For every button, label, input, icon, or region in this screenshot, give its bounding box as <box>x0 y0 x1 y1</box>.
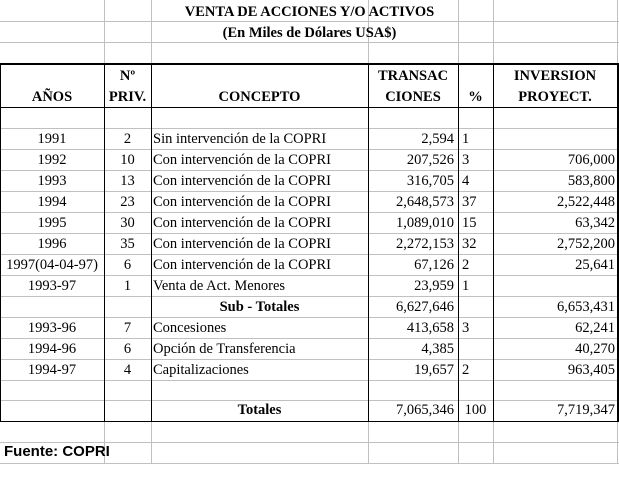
cell-concepto: Con intervención de la COPRI <box>153 215 332 231</box>
header-concepto: CONCEPTO <box>218 89 301 105</box>
grid-line <box>0 128 619 129</box>
table-subtitle: (En Miles de Dólares USA$) <box>222 25 397 41</box>
grid-line <box>0 296 619 297</box>
cell-npriv: 35 <box>120 236 135 252</box>
grid-line <box>0 212 619 213</box>
cell-npriv: 4 <box>123 362 132 378</box>
cell-inv: 2,752,200 <box>557 236 615 252</box>
cell-npriv: 30 <box>120 215 135 231</box>
cell-trans: 19,657 <box>414 362 454 378</box>
cell-trans: 2,272,153 <box>396 236 454 252</box>
cell-npriv: 13 <box>120 173 135 189</box>
cell-pct: 32 <box>462 236 477 252</box>
cell-pct: 4 <box>462 173 470 189</box>
grid-line <box>0 21 619 22</box>
cell-anos: 1994-96 <box>27 341 77 357</box>
table-title: VENTA DE ACCIONES Y/O ACTIVOS <box>184 4 435 20</box>
cell-concepto: Con intervención de la COPRI <box>153 173 332 189</box>
header-inversion-line2: PROYECT. <box>518 89 592 105</box>
grid-line <box>0 107 619 108</box>
cell-npriv: 10 <box>120 152 135 168</box>
grid-line <box>458 63 459 421</box>
cell-anos: 1992 <box>37 152 67 168</box>
header-transacciones-line2: CIONES <box>385 89 441 105</box>
grid-line <box>0 63 619 65</box>
header-npriv-line1: Nº <box>119 68 136 84</box>
cell-pct: 3 <box>462 152 470 168</box>
grid-line <box>0 317 619 318</box>
grid-line <box>0 275 619 276</box>
cell-inv: 2,522,448 <box>557 194 615 210</box>
cell-pct: 15 <box>462 215 477 231</box>
cell-npriv: 2 <box>123 131 132 147</box>
grid-line <box>0 254 619 255</box>
cell-inv: 40,270 <box>575 341 615 357</box>
cell-concepto: Opción de Transferencia <box>153 341 296 357</box>
cell-pct: 1 <box>462 131 470 147</box>
cell-anos: 1993-96 <box>27 320 77 336</box>
cell-trans: 4,385 <box>421 341 454 357</box>
cell-npriv: 1 <box>123 278 132 294</box>
grid-line <box>0 191 619 192</box>
cell-pct: 1 <box>462 278 470 294</box>
cell-anos: 1995 <box>37 215 67 231</box>
grid-line <box>368 63 369 421</box>
cell-npriv: 6 <box>123 341 132 357</box>
totals-inversion: 7,719,347 <box>557 402 615 418</box>
cell-anos: 1993-97 <box>27 278 77 294</box>
header-inversion-line1: INVERSION <box>513 68 597 84</box>
grid-line <box>0 359 619 360</box>
cell-inv: 63,342 <box>575 215 615 231</box>
totals-percent: 100 <box>464 402 487 418</box>
cell-inv: 963,405 <box>567 362 615 378</box>
cell-trans: 67,126 <box>414 257 454 273</box>
cell-anos: 1994 <box>37 194 67 210</box>
cell-trans: 6,627,646 <box>396 299 454 315</box>
cell-pct: 37 <box>462 194 477 210</box>
cell-inv: 706,000 <box>567 152 615 168</box>
cell-trans: 2,594 <box>421 131 454 147</box>
header-npriv-line2: PRIV. <box>108 89 147 105</box>
header-transacciones-line1: TRANSAC <box>377 68 449 84</box>
cell-pct: 2 <box>462 362 470 378</box>
grid-line <box>0 233 619 234</box>
cell-anos: 1991 <box>37 131 67 147</box>
grid-line <box>151 63 152 421</box>
cell-anos: 1997(04-04-97) <box>6 257 98 273</box>
cell-concepto: Con intervención de la COPRI <box>153 257 332 273</box>
cell-trans: 316,705 <box>406 173 454 189</box>
cell-trans: 207,526 <box>406 152 454 168</box>
cell-npriv: 23 <box>120 194 135 210</box>
header-anos: AÑOS <box>31 89 73 105</box>
grid-line <box>0 170 619 171</box>
cell-concepto: Sub - Totales <box>219 299 300 315</box>
cell-concepto: Sin intervención de la COPRI <box>153 131 327 147</box>
cell-concepto: Venta de Act. Menores <box>153 278 286 294</box>
cell-inv: 25,641 <box>575 257 615 273</box>
grid-line <box>0 380 619 381</box>
cell-concepto: Con intervención de la COPRI <box>153 152 332 168</box>
cell-trans: 1,089,010 <box>396 215 454 231</box>
totals-transacciones: 7,065,346 <box>396 402 454 418</box>
cell-concepto: Concesiones <box>153 320 227 336</box>
cell-concepto: Con intervención de la COPRI <box>153 236 332 252</box>
grid-line <box>0 421 619 422</box>
cell-pct: 2 <box>462 257 470 273</box>
grid-line <box>0 463 619 464</box>
cell-npriv: 6 <box>123 257 132 273</box>
cell-anos: 1994-97 <box>27 362 77 378</box>
cell-pct: 3 <box>462 320 470 336</box>
cell-inv: 583,800 <box>567 173 615 189</box>
cell-trans: 2,648,573 <box>396 194 454 210</box>
cell-concepto: Capitalizaciones <box>153 362 249 378</box>
cell-trans: 413,658 <box>406 320 454 336</box>
source-note: Fuente: COPRI <box>4 443 110 460</box>
cell-npriv: 7 <box>123 320 132 336</box>
cell-inv: 62,241 <box>575 320 615 336</box>
totals-label: Totales <box>237 402 282 418</box>
cell-anos: 1996 <box>37 236 67 252</box>
header-percent: % <box>468 89 483 105</box>
grid-line <box>493 63 494 421</box>
grid-line <box>0 149 619 150</box>
cell-concepto: Con intervención de la COPRI <box>153 194 332 210</box>
cell-inv: 6,653,431 <box>557 299 615 315</box>
grid-line <box>0 42 619 43</box>
cell-trans: 23,959 <box>414 278 454 294</box>
grid-line <box>0 338 619 339</box>
cell-anos: 1993 <box>37 173 67 189</box>
